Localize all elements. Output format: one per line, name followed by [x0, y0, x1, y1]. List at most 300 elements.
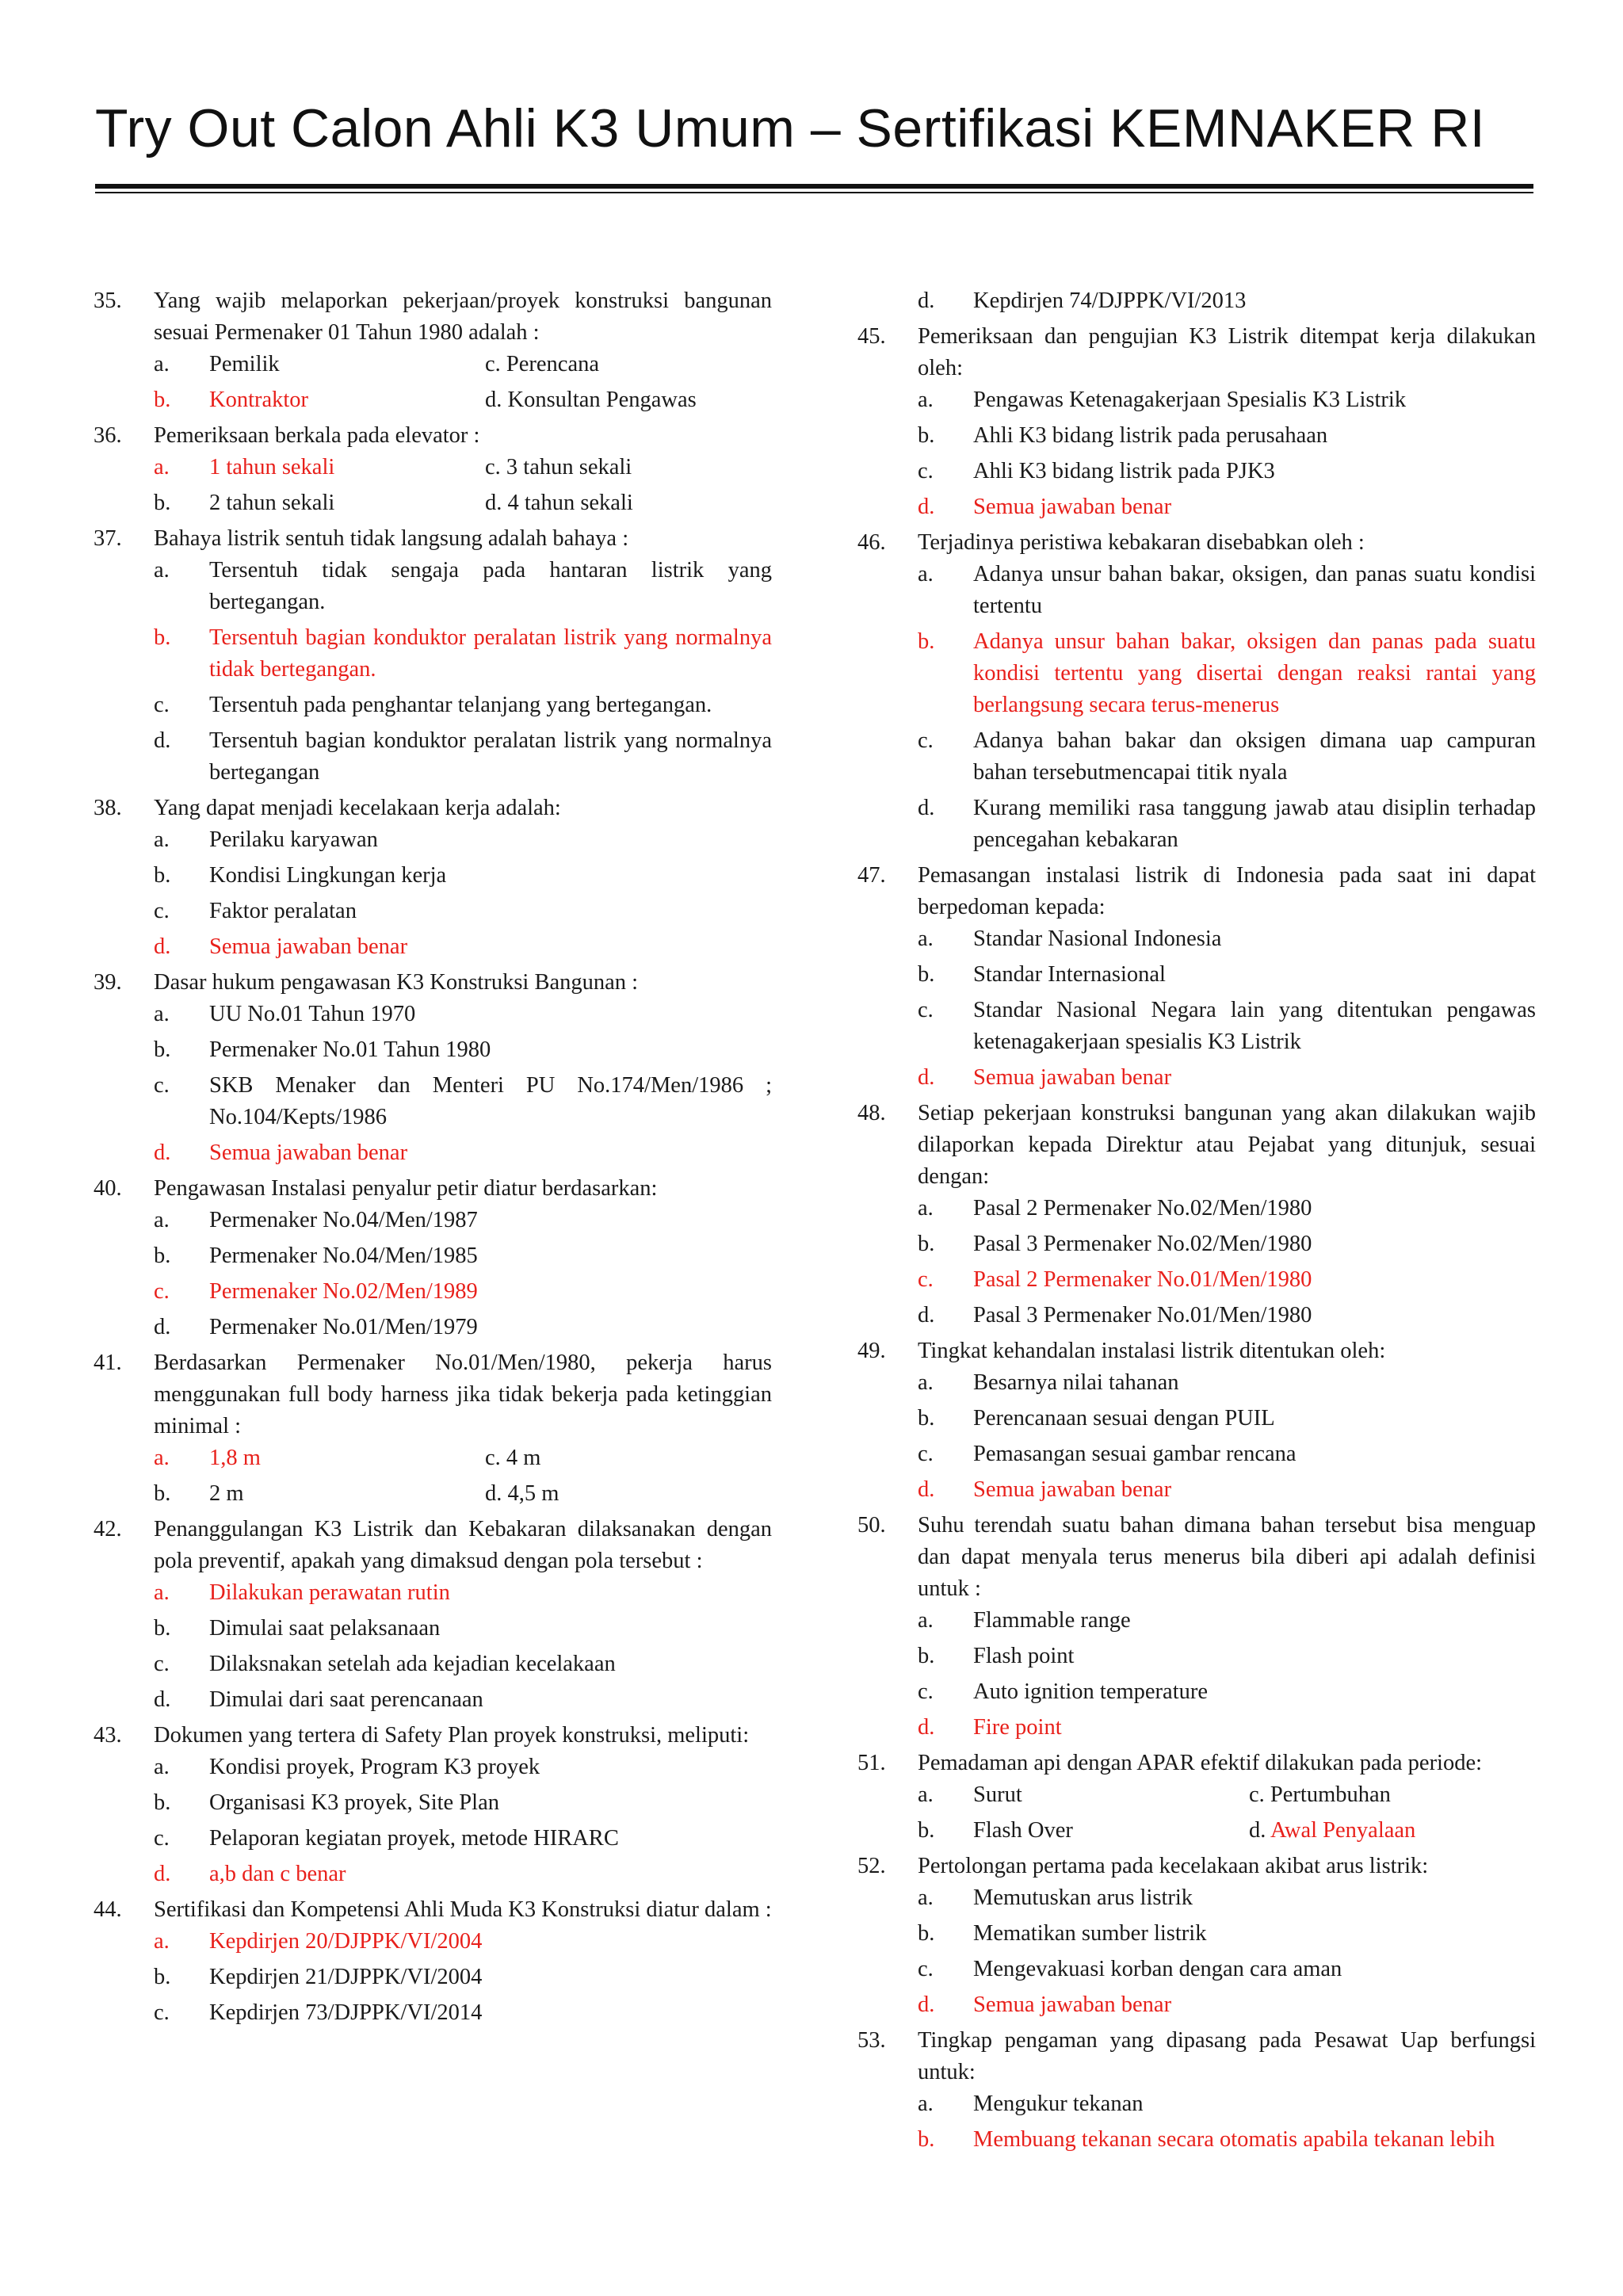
question-item: [857, 2025, 1536, 2156]
option-text: Tersentuh pada penghantar telanjang yang bertegangan.: [209, 693, 712, 717]
option-text: Auto ignition temperature: [973, 1679, 1209, 1704]
option-text: Kurang memiliki rasa tanggung jawab atau disiplin terhadap pencegahan kebakaran: [973, 796, 1536, 852]
answer-option: Flash Over: [973, 1818, 1073, 1843]
question-text: Pertolongan pertama pada kecelakaan akibat arus listrik:: [918, 1854, 1429, 1878]
question-text: Yang wajib melaporkan pekerjaan/proyek konstruksi bangunan sesuai Permenaker 01 Tahun 1980 adalah :: [154, 288, 772, 345]
option-text: Mematikan sumber listrik: [973, 1921, 1207, 1946]
answer-option: [857, 1882, 1536, 1914]
question-text: Pemasangan instalasi listrik di Indonesia pada saat ini dapat berpedoman kepada:: [918, 863, 1536, 919]
answer-option-correct: [857, 1989, 1536, 2021]
option-label: c.: [485, 352, 501, 376]
option-label: c.: [918, 1957, 934, 1981]
option-text: Ahli K3 bidang listrik pada perusahaan: [973, 423, 1328, 448]
option-text: Permenaker No.04/Men/1985: [209, 1244, 478, 1268]
question-text: Yang dapat menjadi kecelakaan kerja adalah:: [154, 796, 561, 820]
option-label: d.: [485, 491, 502, 515]
option-text: Permenaker No.01/Men/1979: [209, 1315, 478, 1339]
answer-option-secondary: [485, 487, 772, 519]
question-item: [857, 1510, 1536, 1744]
option-label: c.: [918, 998, 934, 1022]
option-label: a.: [154, 558, 170, 583]
answer-option-correct: Awal Penyalaan: [1270, 1818, 1416, 1843]
option-text: Kepdirjen 73/DJPPK/VI/2014: [209, 2000, 483, 2025]
question-number: 47.: [857, 863, 886, 888]
option-label: b.: [918, 1232, 935, 1256]
left-column: [94, 285, 772, 2033]
option-text: Dilaksnakan setelah ada kejadian kecelakaan: [209, 1652, 616, 1676]
question-stem: [857, 860, 1536, 923]
option-label: b.: [154, 491, 171, 515]
question-number: 42.: [94, 1517, 122, 1541]
option-label: c.: [154, 2000, 170, 2025]
option-text: Standar Internasional: [973, 962, 1166, 987]
option-label: b.: [918, 423, 935, 448]
answer-option: [857, 793, 1536, 856]
question-text: Pemeriksaan berkala pada elevator :: [154, 423, 480, 448]
header-rule-thick: [95, 184, 1533, 189]
question-stem: [94, 420, 772, 452]
question-item: [857, 527, 1536, 856]
answer-option: Pemilik: [209, 352, 280, 376]
question-number: 53.: [857, 2028, 886, 2053]
answer-option: [94, 824, 772, 856]
option-label: d.: [918, 1065, 935, 1090]
answer-option: 4 m: [506, 1446, 541, 1470]
answer-option: [94, 1962, 772, 1993]
answer-option-correct: [94, 1926, 772, 1958]
option-label: c.: [918, 1679, 934, 1704]
option-text: Kondisi Lingkungan kerja: [209, 863, 447, 888]
question-item: [857, 860, 1536, 1094]
answer-option: [857, 1605, 1536, 1637]
option-label: a.: [154, 1446, 170, 1470]
option-label: a.: [154, 1002, 170, 1026]
answer-option-correct: Kontraktor: [209, 388, 309, 412]
option-label: a.: [918, 1196, 934, 1221]
answer-option: [94, 860, 772, 892]
answer-option-secondary: [485, 384, 772, 416]
option-label: a.: [918, 1608, 934, 1633]
question-number: 39.: [94, 970, 122, 995]
answer-option: [857, 923, 1536, 955]
header-rule-thin: [95, 192, 1533, 193]
answer-option-correct: 1,8 m: [209, 1446, 261, 1470]
answer-option: 3 tahun sekali: [506, 455, 632, 479]
answer-option-correct: [94, 1276, 772, 1308]
question-number: 37.: [94, 526, 122, 551]
answer-option: Pertumbuhan: [1270, 1782, 1391, 1807]
option-label: d.: [154, 1315, 171, 1339]
option-text: Permenaker No.04/Men/1987: [209, 1208, 478, 1232]
option-label: a.: [154, 827, 170, 852]
answer-option-correct: [94, 1137, 772, 1169]
option-label: c.: [154, 1652, 170, 1676]
option-label: a.: [154, 455, 170, 479]
option-text: Membuang tekanan secara otomatis apabila tekanan lebih: [973, 2127, 1495, 2152]
answer-option: Surut: [973, 1782, 1022, 1807]
answer-pair-row: [857, 1779, 1536, 1811]
answer-option: [94, 1205, 772, 1236]
option-text: Pelaporan kegiatan proyek, metode HIRARC: [209, 1826, 619, 1851]
option-label: b.: [918, 629, 935, 654]
question-number: 36.: [94, 423, 122, 448]
option-text: Kepdirjen 21/DJPPK/VI/2004: [209, 1965, 483, 1989]
option-label: d.: [154, 1140, 171, 1165]
option-label: b.: [154, 1481, 171, 1506]
option-label: c.: [154, 1826, 170, 1851]
option-label: a.: [918, 1370, 934, 1395]
option-label: c.: [918, 1267, 934, 1292]
option-text: Pasal 2 Permenaker No.02/Men/1980: [973, 1196, 1312, 1221]
answer-option: [857, 559, 1536, 622]
option-label: a.: [918, 1782, 934, 1807]
question-text: Tingkap pengaman yang dipasang pada Pesawat Uap berfungsi untuk:: [918, 2028, 1536, 2084]
option-text: Faktor peralatan: [209, 899, 357, 923]
answer-option-secondary: [485, 349, 772, 380]
answer-option: [94, 1997, 772, 2029]
answer-option-secondary: [485, 1442, 772, 1474]
answer-option: [857, 1193, 1536, 1224]
question-text: Bahaya listrik sentuh tidak langsung adalah bahaya :: [154, 526, 629, 551]
answer-option: [94, 1648, 772, 1680]
question-stem: [94, 1173, 772, 1205]
option-text: Pasal 2 Permenaker No.01/Men/1980: [973, 1267, 1312, 1292]
question-number: 45.: [857, 324, 886, 349]
option-label: c.: [918, 459, 934, 483]
question-text: Pemadaman api dengan APAR efektif dilakukan pada periode:: [918, 1751, 1483, 1775]
question-number: 52.: [857, 1854, 886, 1878]
option-label: a.: [918, 562, 934, 586]
answer-option: [857, 1300, 1536, 1331]
option-text: a,b dan c benar: [209, 1862, 346, 1886]
question-text: Suhu terendah suatu bahan dimana bahan tersebut bisa menguap dan dapat menyala terus menerus bila diberi api adalah definisi untuk :: [918, 1513, 1536, 1601]
option-text: Tersentuh bagian konduktor peralatan listrik yang normalnya tidak bertegangan.: [209, 625, 772, 682]
question-number: 43.: [94, 1723, 122, 1748]
option-text: Pasal 3 Permenaker No.01/Men/1980: [973, 1303, 1312, 1328]
option-label: b.: [918, 2127, 935, 2152]
option-label: d.: [918, 1715, 935, 1740]
option-text: Semua jawaban benar: [209, 934, 408, 959]
option-label: c.: [154, 1073, 170, 1098]
question-stem: [857, 321, 1536, 384]
question-stem: [94, 793, 772, 824]
option-label: b.: [918, 962, 935, 987]
question-stem: [857, 1098, 1536, 1193]
option-text: Kepdirjen 20/DJPPK/VI/2004: [209, 1929, 483, 1954]
option-label: c.: [918, 1442, 934, 1466]
question-text: Pemeriksaan dan pengujian K3 Listrik ditempat kerja dilakukan oleh:: [918, 324, 1536, 380]
option-label: a.: [154, 1208, 170, 1232]
option-text: Dimulai saat pelaksanaan: [209, 1616, 441, 1641]
option-text: Tersentuh tidak sengaja pada hantaran listrik yang bertegangan.: [209, 558, 772, 614]
option-label: a.: [154, 352, 170, 376]
question-item: [94, 967, 772, 1169]
question-text: Tingkat kehandalan instalasi listrik ditentukan oleh:: [918, 1339, 1386, 1363]
option-label: b.: [154, 388, 171, 412]
question-text: Berdasarkan Permenaker No.01/Men/1980, pekerja harus menggunakan full body harness jika tidak bekerja pada ketinggian minimal :: [154, 1350, 772, 1438]
answer-option: [94, 896, 772, 927]
option-label: a.: [918, 2092, 934, 2116]
answer-option: [857, 1954, 1536, 1985]
answer-option: 2 m: [209, 1481, 244, 1506]
option-label: d.: [918, 796, 935, 820]
question-number: 40.: [94, 1176, 122, 1201]
answer-option-secondary: [1249, 1815, 1536, 1847]
answer-option: [94, 1823, 772, 1855]
answer-option: [857, 1918, 1536, 1950]
question-item: [857, 1851, 1536, 2021]
option-text: Adanya unsur bahan bakar, oksigen dan panas pada suatu kondisi tertentu yang disertai dengan reaksi rantai yang berlangsung secara terus-menerus: [973, 629, 1536, 717]
answer-option: [857, 725, 1536, 789]
answer-pair-row: [94, 1442, 772, 1474]
answer-pair-row: [94, 384, 772, 416]
answer-option-correct: 1 tahun sekali: [209, 455, 335, 479]
option-text: Flash point: [973, 1644, 1075, 1668]
option-text: Semua jawaban benar: [209, 1140, 408, 1165]
option-label: b.: [918, 1921, 935, 1946]
option-label: b.: [154, 625, 171, 650]
answer-pair-row: [857, 1815, 1536, 1847]
question-number: 35.: [94, 288, 122, 313]
question-stem: [857, 2025, 1536, 2088]
option-label: c.: [154, 899, 170, 923]
option-label: d.: [485, 388, 502, 412]
answer-pair-row: [94, 487, 772, 519]
answer-option: [857, 959, 1536, 991]
option-text: Dilakukan perawatan rutin: [209, 1580, 450, 1605]
answer-option: Konsultan Pengawas: [507, 388, 697, 412]
question-item: [857, 1748, 1536, 1847]
answer-option-correct: [94, 931, 772, 963]
option-label: a.: [154, 1929, 170, 1954]
option-label: c.: [154, 1279, 170, 1304]
question-number: 49.: [857, 1339, 886, 1363]
option-label: a.: [918, 926, 934, 951]
option-label: d.: [918, 1477, 935, 1502]
question-number: 46.: [857, 530, 886, 555]
question-stem: [857, 527, 1536, 559]
answer-option-correct: [857, 626, 1536, 721]
right-column: [857, 285, 1536, 2160]
option-label: d.: [918, 288, 935, 313]
answer-option-secondary: [485, 452, 772, 483]
option-text: Adanya unsur bahan bakar, oksigen, dan panas suatu kondisi tertentu: [973, 562, 1536, 618]
question-stem: [857, 1335, 1536, 1367]
answer-option: [94, 999, 772, 1030]
question-number: 44.: [94, 1897, 122, 1922]
answer-option: [94, 1787, 772, 1819]
answer-option: [857, 1438, 1536, 1470]
option-label: b.: [154, 1244, 171, 1268]
option-label: b.: [154, 1790, 171, 1815]
question-item: [94, 523, 772, 789]
question-stem: [94, 523, 772, 555]
answer-option: [94, 1684, 772, 1716]
answer-option: [857, 285, 1536, 317]
answer-option: [857, 2088, 1536, 2120]
option-text: Kondisi proyek, Program K3 proyek: [209, 1755, 540, 1779]
option-text: Semua jawaban benar: [973, 1065, 1172, 1090]
question-stem: [857, 1748, 1536, 1779]
question-item: [94, 1514, 772, 1716]
answer-option-correct: [857, 1474, 1536, 1506]
option-text: SKB Menaker dan Menteri PU No.174/Men/1986 ; No.104/Kepts/1986: [209, 1073, 772, 1129]
question-number: 50.: [857, 1513, 886, 1538]
option-text: Organisasi K3 proyek, Site Plan: [209, 1790, 499, 1815]
answer-option: [94, 1034, 772, 1066]
option-label: b.: [918, 1818, 935, 1843]
option-label: a.: [154, 1755, 170, 1779]
answer-option: [94, 690, 772, 721]
question-item: [857, 1335, 1536, 1506]
question-item: [94, 1347, 772, 1510]
option-text: Tersentuh bagian konduktor peralatan listrik yang normalnya bertegangan: [209, 728, 772, 785]
answer-pair-row: [94, 349, 772, 380]
question-stem: [857, 1510, 1536, 1605]
option-label: b.: [918, 1644, 935, 1668]
option-label: d.: [154, 1862, 171, 1886]
answer-option: [857, 1367, 1536, 1399]
option-label: d.: [918, 495, 935, 519]
answer-option-secondary: [1249, 1779, 1536, 1811]
answer-pair-row: [94, 1478, 772, 1510]
option-text: Memutuskan arus listrik: [973, 1885, 1193, 1910]
answer-option: [94, 725, 772, 789]
option-text: Pemasangan sesuai gambar rencana: [973, 1442, 1296, 1466]
answer-option: 4 tahun sekali: [507, 491, 633, 515]
option-label: c.: [485, 1446, 501, 1470]
question-stem: [94, 1347, 772, 1442]
answer-option: [94, 1752, 772, 1783]
answer-option: [857, 1641, 1536, 1672]
answer-option-correct: [857, 1264, 1536, 1296]
question-text: Dasar hukum pengawasan K3 Konstruksi Bangunan :: [154, 970, 639, 995]
option-label: d.: [154, 728, 171, 753]
option-text: Dimulai dari saat perencanaan: [209, 1687, 483, 1712]
option-label: c.: [918, 728, 934, 753]
option-text: Semua jawaban benar: [973, 495, 1172, 519]
option-text: Perencanaan sesuai dengan PUIL: [973, 1406, 1275, 1431]
answer-option: 2 tahun sekali: [209, 491, 335, 515]
question-item: [857, 1098, 1536, 1331]
answer-option-correct: [94, 1577, 772, 1609]
answer-option-correct: [857, 2124, 1536, 2156]
answer-option-correct: [857, 491, 1536, 523]
question-stem: [94, 967, 772, 999]
option-label: d.: [1249, 1818, 1266, 1843]
question-item: [857, 321, 1536, 523]
answer-option-correct: [857, 1712, 1536, 1744]
option-text: Flammable range: [973, 1608, 1131, 1633]
option-text: Permenaker No.02/Men/1989: [209, 1279, 478, 1304]
question-stem: [857, 1851, 1536, 1882]
option-label: d.: [485, 1481, 502, 1506]
option-text: Semua jawaban benar: [973, 1992, 1172, 2017]
answer-option-correct: [94, 1859, 772, 1890]
option-label: b.: [918, 1406, 935, 1431]
question-item: [94, 285, 772, 416]
page-title: Try Out Calon Ahli K3 Umum – Sertifikasi KEMNAKER RI: [95, 98, 1486, 159]
question-text: Dokumen yang tertera di Safety Plan proyek konstruksi, meliputi:: [154, 1723, 750, 1748]
option-text: Standar Nasional Negara lain yang ditentukan pengawas ketenagakerjaan spesialis K3 Listrik: [973, 998, 1536, 1054]
answer-option: 4,5 m: [507, 1481, 559, 1506]
answer-option: [857, 1403, 1536, 1435]
option-label: c.: [1249, 1782, 1265, 1807]
question-text: Setiap pekerjaan konstruksi bangunan yang akan dilakukan wajib dilaporkan kepada Direktur atau Pejabat yang ditunjuk, sesuai dengan:: [918, 1101, 1536, 1189]
option-text: Fire point: [973, 1715, 1062, 1740]
question-number: 51.: [857, 1751, 886, 1775]
option-text: Pengawas Ketenagakerjaan Spesialis K3 Listrik: [973, 388, 1407, 412]
answer-option: [94, 1240, 772, 1272]
option-text: Perilaku karyawan: [209, 827, 378, 852]
option-text: UU No.01 Tahun 1970: [209, 1002, 416, 1026]
option-text: Mengevakuasi korban dengan cara aman: [973, 1957, 1342, 1981]
option-text: Semua jawaban benar: [973, 1477, 1172, 1502]
option-label: c.: [485, 455, 501, 479]
answer-option: [857, 1676, 1536, 1708]
question-item: [94, 420, 772, 519]
option-text: Mengukur tekanan: [973, 2092, 1144, 2116]
option-label: b.: [154, 1616, 171, 1641]
answer-option-correct: [94, 622, 772, 686]
question-text: Penanggulangan K3 Listrik dan Kebakaran dilaksanakan dengan pola preventif, apakah yang dimaksud dengan pola tersebut :: [154, 1517, 772, 1573]
answer-option: [857, 995, 1536, 1058]
answer-option-secondary: [485, 1478, 772, 1510]
option-label: b.: [154, 1037, 171, 1062]
option-text: Pasal 3 Permenaker No.02/Men/1980: [973, 1232, 1312, 1256]
question-text: Sertifikasi dan Kompetensi Ahli Muda K3 Konstruksi diatur dalam :: [154, 1897, 772, 1922]
option-label: d.: [918, 1992, 935, 2017]
question-number: 41.: [94, 1350, 122, 1375]
answer-option: [94, 1613, 772, 1645]
option-label: d.: [918, 1303, 935, 1328]
question-stem: [94, 1514, 772, 1577]
option-text: Kepdirjen 74/DJPPK/VI/2013: [973, 288, 1247, 313]
question-stem: [94, 1894, 772, 1926]
answer-option: [857, 420, 1536, 452]
question-stem: [94, 285, 772, 349]
answer-option: [94, 555, 772, 618]
answer-pair-row: [94, 452, 772, 483]
option-text: Adanya bahan bakar dan oksigen dimana uap campuran bahan tersebutmencapai titik nyala: [973, 728, 1536, 785]
answer-option: [94, 1070, 772, 1133]
question-item: [94, 793, 772, 963]
option-label: a.: [918, 388, 934, 412]
question-stem: [94, 1720, 772, 1752]
option-text: Permenaker No.01 Tahun 1980: [209, 1037, 491, 1062]
option-label: b.: [154, 1965, 171, 1989]
answer-option: [857, 384, 1536, 416]
answer-option: [857, 1228, 1536, 1260]
question-item: [94, 1720, 772, 1890]
answer-option: Perencana: [506, 352, 599, 376]
option-text: Ahli K3 bidang listrik pada PJK3: [973, 459, 1275, 483]
option-label: d.: [154, 934, 171, 959]
answer-option-correct: [857, 1062, 1536, 1094]
option-text: Besarnya nilai tahanan: [973, 1370, 1179, 1395]
option-label: d.: [154, 1687, 171, 1712]
question-text: Pengawasan Instalasi penyalur petir diatur berdasarkan:: [154, 1176, 658, 1201]
question-item: [94, 1173, 772, 1343]
question-number: 48.: [857, 1101, 886, 1125]
question-text: Terjadinya peristiwa kebakaran disebabkan oleh :: [918, 530, 1365, 555]
question-item: [94, 1894, 772, 2029]
option-label: b.: [154, 863, 171, 888]
question-number: 38.: [94, 796, 122, 820]
option-label: a.: [154, 1580, 170, 1605]
answer-option: [94, 1312, 772, 1343]
option-text: Standar Nasional Indonesia: [973, 926, 1222, 951]
